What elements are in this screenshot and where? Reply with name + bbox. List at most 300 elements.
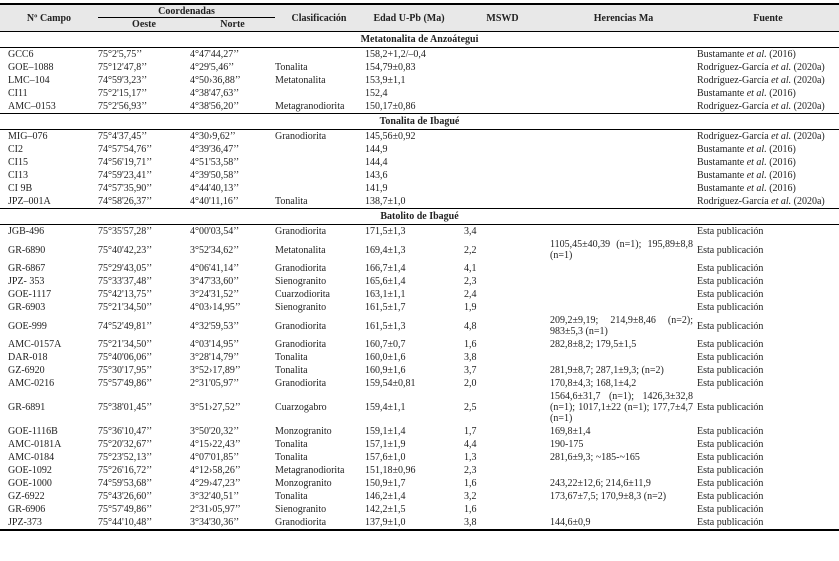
fuente-author: Esta publicación [697,339,764,350]
cell-mswd [455,169,550,182]
cell-edad: 152,4 [365,88,388,99]
cell-oeste: 74°59'3,23’’ [98,75,148,86]
cell-campo: JPZ-373 [0,516,98,530]
cell-mswd: 1,7 [464,426,477,437]
cell-edad: 159,54±0,81 [365,378,416,389]
header-campo: Nº Campo [0,4,98,32]
cell-clasificacion: Granodiorita [275,516,363,530]
cell-fuente [697,143,839,156]
cell-oeste: 75°23'52,13’’ [98,452,153,463]
cell-edad: 144,4 [365,157,388,168]
cell-fuente [697,275,839,288]
cell-fuente [697,156,839,169]
section-row [0,32,839,48]
cell-clasificacion: Tonalita [275,491,308,502]
cell-herencias [550,351,697,364]
cell-herencias: 282,8±8,2; 179,5±1,5 [550,339,637,350]
cell-norte: 4°07'01,85’’ [190,452,240,463]
fuente-author: Bustamante [697,88,747,99]
cell-norte: 4°15›22,43’’ [190,439,241,450]
cell-campo: GZ-6922 [8,491,45,502]
cell-campo: GOE-1000 [8,478,52,489]
cell-campo: GR-6891 [8,402,46,413]
fuente-author: Esta publicación [697,402,764,413]
cell-fuente [697,390,839,425]
cell-clasificacion: Cuarzodiorita [275,289,330,300]
cell-fuente [697,130,839,144]
cell-norte: 3°47'33,60’’ [190,276,240,287]
cell-edad: 144,9 [365,144,388,155]
fuente-etal: et al. [746,144,767,155]
cell-mswd [455,195,550,209]
cell-oeste: 75°26'16,72’’ [98,465,153,476]
cell-herencias [550,74,697,87]
fuente-author: Bustamante [697,183,747,194]
table-row [0,143,839,156]
fuente-author: Esta publicación [697,491,764,502]
table-row [0,275,839,288]
fuente-etal: et al. [746,183,767,194]
cell-oeste: 75°40'06,06’’ [98,352,153,363]
cell-norte: 4°47'44,27’’ [190,49,240,60]
cell-clasificacion: Granodiorita [275,320,327,332]
cell-norte: 3°50'20,32’’ [190,426,240,437]
cell-oeste: 75°21'34,50’’ [98,302,153,313]
cell-norte: 4°39'50,58’’ [190,170,240,181]
cell-norte: 4°00'03,54’’ [190,226,240,237]
cell-edad: 161,5±1,7 [365,302,406,313]
fuente-year: (2020a) [791,131,825,142]
fuente-year: (2016) [766,49,796,60]
header-norte: Norte [190,18,275,32]
cell-clasificacion: Sienogranito [275,504,327,515]
cell-oeste: 75°43'26,60’’ [98,491,153,502]
cell-fuente [697,490,839,503]
cell-norte: 2°31'05,97’’ [190,378,240,389]
cell-oeste: 75°57'49,86’’ [98,504,153,515]
cell-fuente [697,364,839,377]
table-row [0,61,839,74]
cell-fuente [697,438,839,451]
cell-edad: 165,6±1,4 [365,276,406,287]
cell-clasificacion: Monzogranito [275,426,332,437]
fuente-etal: et al. [746,49,767,60]
header-herencias: Herencias Ma [550,4,697,32]
fuente-etal: et al. [746,157,767,168]
table-row [0,503,839,516]
table-row [0,48,839,62]
cell-herencias: 190-175 [550,439,584,450]
cell-edad: 157,6±1,0 [365,452,406,463]
table-row [0,425,839,438]
table-row [0,238,839,262]
cell-campo: GOE-1117 [8,289,52,300]
table-row [0,490,839,503]
cell-herencias [550,169,697,182]
table-row [0,377,839,390]
cell-herencias [550,195,697,209]
cell-oeste: 74°58'26,37’’ [98,196,153,207]
section-row [0,209,839,225]
cell-herencias [550,48,697,62]
cell-fuente [697,477,839,490]
cell-edad: 138,7±1,0 [365,196,406,207]
table-row [0,225,839,239]
cell-herencias: 243,22±12,6; 214,6±11,9 [550,478,651,489]
cell-clasificacion: Metatonalita [275,75,326,86]
geochronology-table [0,3,839,531]
cell-mswd [455,143,550,156]
cell-oeste: 74°57'35,90’’ [98,183,153,194]
cell-herencias [550,87,697,100]
cell-herencias: 170,8±4,3; 168,1±4,2 [550,378,637,389]
fuente-year: (2016) [766,170,796,181]
cell-herencias: 144,6±0,9 [550,516,697,530]
cell-fuente [697,338,839,351]
cell-campo: CI2 [8,144,23,155]
cell-norte: 3°24'31,52’’ [190,289,240,300]
cell-norte: 3°52'34,62’’ [190,244,240,256]
cell-fuente [697,425,839,438]
cell-herencias: 281,9±8,7; 287,1±9,3; (n=2) [550,365,664,376]
table-row [0,364,839,377]
cell-clasificacion: Metagranodiorita [275,465,345,476]
section-row [0,114,839,130]
cell-edad: 137,9±1,0 [363,516,455,530]
fuente-author: Esta publicación [697,289,764,300]
cell-fuente [697,351,839,364]
cell-oeste: 74°56'19,71’’ [98,157,153,168]
cell-herencias [550,182,697,195]
cell-fuente [697,503,839,516]
cell-clasificacion [275,156,363,169]
cell-mswd: 2,4 [464,289,477,300]
cell-norte: 4°40'11,16’’ [190,196,239,207]
header-oeste: Oeste [98,18,190,32]
cell-clasificacion: Tonalita [275,62,308,73]
cell-fuente [697,87,839,100]
cell-mswd [455,61,550,74]
fuente-author: Esta publicación [697,478,764,489]
table-row [0,451,839,464]
cell-edad: 150,17±0,86 [365,101,416,112]
cell-clasificacion: Tonalita [275,352,308,363]
fuente-etal: et al. [771,196,792,207]
cell-mswd: 3,4 [464,226,477,237]
cell-mswd: 4,8 [464,320,477,332]
cell-herencias [550,130,697,144]
cell-herencias: 209,2±9,19; 214,9±8,46 (n=2); 983±5,3 (n=1) [550,315,693,337]
section-title: Batolito de Ibagué [0,209,839,225]
section-title: Metatonalita de Anzoátegui [0,32,839,48]
cell-fuente [697,61,839,74]
cell-mswd: 3,8 [464,352,477,363]
fuente-author: Esta publicación [697,365,764,376]
cell-fuente [697,377,839,390]
cell-edad: 154,79±0,83 [365,62,416,73]
cell-campo: GOE-1092 [8,465,52,476]
table-row [0,516,839,530]
cell-clasificacion [275,143,363,156]
fuente-etal: et al. [771,131,792,142]
fuente-author: Esta publicación [697,352,764,363]
fuente-author: Esta publicación [697,426,764,437]
fuente-author: Rodríguez-García [697,62,772,73]
cell-campo: GOE-999 [8,320,47,332]
fuente-year: (2020a) [791,75,825,86]
cell-herencias [550,156,697,169]
cell-mswd: 1,6 [464,504,477,515]
cell-oeste: 75°20'32,67’’ [98,439,153,450]
cell-oeste: 75°36'10,47’’ [98,426,153,437]
cell-fuente [697,288,839,301]
fuente-author: Esta publicación [697,517,764,528]
cell-fuente [697,262,839,275]
cell-herencias [550,225,697,239]
cell-campo: AMC–0153 [8,101,56,112]
cell-oeste: 75°30'17,95’’ [98,365,153,376]
table-row [0,338,839,351]
table-row [0,301,839,314]
cell-fuente [697,301,839,314]
cell-fuente [697,225,839,239]
cell-edad: 141,9 [365,183,388,194]
cell-campo: CI15 [8,157,28,168]
cell-norte: 4°39'36,47’’ [190,144,240,155]
cell-campo: DAR-018 [8,352,48,363]
cell-mswd: 2,0 [464,378,477,389]
cell-herencias [550,100,697,114]
cell-edad: 171,5±1,3 [365,226,406,237]
cell-norte: 3°34'30,36’’ [190,516,275,530]
cell-clasificacion: Metagranodiorita [275,101,345,112]
cell-campo: GR-6867 [8,263,46,274]
cell-oeste: 75°2'5,75’’ [98,49,143,60]
cell-clasificacion: Sienogranito [275,302,327,313]
cell-mswd: 3,8 [455,516,550,530]
fuente-author: Bustamante [697,144,747,155]
cell-clasificacion: Tonalita [275,452,308,463]
cell-mswd [455,156,550,169]
cell-mswd [455,48,550,62]
cell-norte: 4°50›36,88’’ [190,75,241,86]
cell-edad: 145,56±0,92 [365,131,416,142]
fuente-year: (2016) [766,157,796,168]
cell-norte: 4°29›47,23’’ [190,478,241,489]
table-row [0,477,839,490]
cell-clasificacion [275,48,363,62]
fuente-author: Bustamante [697,170,747,181]
cell-edad: 166,7±1,4 [365,263,406,274]
header-clasificacion: Clasificación [275,4,363,32]
cell-norte: 4°06'41,14’’ [190,263,240,274]
fuente-author: Esta publicación [697,244,764,256]
table-row [0,182,839,195]
cell-oeste: 75°40'42,23’’ [98,244,153,256]
fuente-author: Esta publicación [697,276,764,287]
cell-oeste: 75°44'10,48’’ [98,516,190,530]
cell-campo: GR-6906 [8,504,46,515]
cell-edad: 157,1±1,9 [365,439,406,450]
cell-clasificacion [275,182,363,195]
cell-mswd: 4,4 [464,439,477,450]
cell-mswd [455,130,550,144]
cell-oeste: 75°4'37,45’’ [98,131,148,142]
cell-edad: 143,6 [365,170,388,181]
cell-clasificacion: Metatonalita [275,244,326,256]
table-row [0,314,839,338]
cell-edad: 150,9±1,7 [365,478,406,489]
cell-clasificacion: Monzogranito [275,478,332,489]
cell-norte: 4°51'53,58’’ [190,157,240,168]
cell-clasificacion: Granodiorita [275,263,327,274]
table-row [0,351,839,364]
table-row [0,74,839,87]
fuente-year: (2020a) [791,62,825,73]
cell-herencias: 169,8±1,4 [550,426,591,437]
cell-campo: GOE–1088 [8,62,54,73]
cell-clasificacion: Tonalita [275,365,308,376]
cell-oeste: 75°2'56,93’’ [98,101,148,112]
cell-herencias [550,301,697,314]
fuente-author: Esta publicación [697,302,764,313]
cell-edad: 160,0±1,6 [365,352,406,363]
cell-oeste: 75°35'57,28’’ [98,226,153,237]
cell-edad: 153,9±1,1 [365,75,406,86]
cell-herencias: 1105,45±40,39 (n=1); 195,89±8,8 (n=1) [550,239,693,261]
fuente-author: Esta publicación [697,439,764,450]
cell-mswd: 2,5 [464,402,477,413]
fuente-year: (2020a) [791,101,825,112]
cell-mswd [455,100,550,114]
header-coordenadas: Coordenadas [98,4,275,18]
fuente-year: (2020a) [791,196,825,207]
cell-herencias [550,61,697,74]
cell-campo: CI11 [8,88,28,99]
cell-norte: 4°12›58,26’’ [190,465,241,476]
table-body [0,32,839,531]
cell-norte: 4°03'14,95’’ [190,339,240,350]
fuente-author: Rodríguez-García [697,75,772,86]
cell-mswd: 3,7 [464,365,477,376]
table-row [0,288,839,301]
fuente-author: Esta publicación [697,465,764,476]
cell-oeste: 74°59'23,41’’ [98,170,153,181]
section-title: Tonalita de Ibagué [0,114,839,130]
cell-oeste: 75°29'43,05’’ [98,263,153,274]
cell-clasificacion: Granodiorita [275,131,327,142]
fuente-year: (2016) [766,144,796,155]
cell-oeste: 74°52'49,81’’ [98,320,153,332]
fuente-year: (2016) [766,183,796,194]
fuente-author: Esta publicación [697,320,764,332]
cell-mswd [455,182,550,195]
header-edad: Edad U-Pb (Ma) [363,4,455,32]
cell-norte: 2°31›05,97’’ [190,504,241,515]
cell-edad: 159,1±1,4 [365,426,406,437]
cell-herencias [550,464,697,477]
cell-herencias: 173,67±7,5; 170,9±8,3 (n=2) [550,491,667,502]
cell-norte: 4°44'40,13’’ [190,183,240,194]
cell-edad: 160,9±1,6 [365,365,406,376]
cell-fuente [697,195,839,209]
cell-norte: 3°52›17,89’’ [190,365,241,376]
cell-mswd: 4,1 [464,263,477,274]
cell-clasificacion: Sienogranito [275,276,327,287]
cell-oeste: 75°12'47,8’’ [98,62,148,73]
fuente-author: Esta publicación [697,378,764,389]
cell-oeste: 75°33'37,48’’ [98,276,153,287]
cell-fuente [697,74,839,87]
cell-oeste: 75°57'49,86’’ [98,378,153,389]
fuente-etal: et al. [746,170,767,181]
cell-oeste: 75°42'13,75’’ [98,289,153,300]
cell-clasificacion [275,169,363,182]
cell-norte: 3°51›27,52’’ [190,402,241,413]
cell-campo: CI13 [8,170,28,181]
cell-norte: 4°38'56,20’’ [190,101,240,112]
cell-edad: 160,7±0,7 [365,339,406,350]
cell-fuente [697,451,839,464]
cell-edad: 142,2±1,5 [365,504,406,515]
cell-herencias [550,503,697,516]
cell-campo: CI 9B [8,183,33,194]
fuente-etal: et al. [771,75,792,86]
fuente-author: Bustamante [697,49,747,60]
cell-mswd [455,74,550,87]
cell-mswd: 1,3 [464,452,477,463]
fuente-etal: et al. [771,62,792,73]
table-row [0,156,839,169]
table-row [0,464,839,477]
cell-clasificacion: Granodiorita [275,339,327,350]
table-row [0,169,839,182]
cell-edad: 151,18±0,96 [365,465,416,476]
table-row [0,438,839,451]
cell-norte: 4°38'47,63’’ [190,88,240,99]
cell-norte: 3°28'14,79’’ [190,352,240,363]
cell-fuente [697,169,839,182]
table-row [0,100,839,114]
cell-fuente [697,48,839,62]
table-row [0,87,839,100]
cell-norte: 4°30›9,62’’ [190,131,236,142]
table-row [0,130,839,144]
cell-campo: AMC-0181A [8,439,62,450]
cell-herencias [550,143,697,156]
fuente-author: Bustamante [697,157,747,168]
cell-edad: 163,1±1,1 [365,289,406,300]
cell-clasificacion: Cuarzogabro [275,402,327,413]
cell-campo: MIG–076 [8,131,48,142]
fuente-author: Rodríguez-García [697,101,772,112]
table-row [0,390,839,425]
cell-mswd: 1,9 [464,302,477,313]
cell-edad: 159,4±1,1 [365,402,406,413]
cell-campo: JPZ- 353 [8,276,45,287]
fuente-author: Esta publicación [697,504,764,515]
fuente-etal: et al. [746,88,767,99]
fuente-author: Esta publicación [697,263,764,274]
fuente-author: Esta publicación [697,226,764,237]
cell-clasificacion: Tonalita [275,439,308,450]
cell-clasificacion: Granodiorita [275,226,327,237]
cell-mswd: 1,6 [464,478,477,489]
header-fuente: Fuente [697,4,839,32]
cell-mswd: 1,6 [464,339,477,350]
cell-herencias: 281,6±9,3; ~185-~165 [550,452,640,463]
cell-mswd [455,87,550,100]
